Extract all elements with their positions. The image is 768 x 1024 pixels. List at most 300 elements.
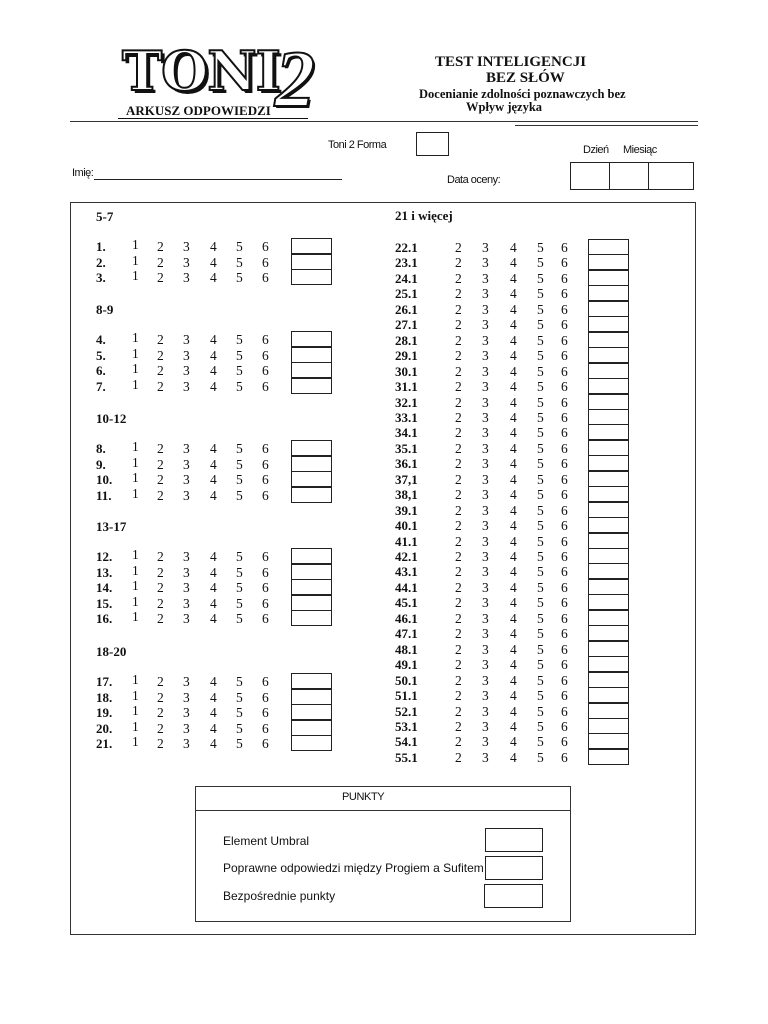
answer-option[interactable]: 2	[157, 332, 164, 347]
answer-option[interactable]: 3	[183, 363, 190, 378]
answer-option[interactable]: 2	[157, 487, 164, 503]
answer-option[interactable]: 2	[455, 688, 462, 704]
answer-option[interactable]: 3	[482, 348, 489, 364]
answer-box[interactable]	[291, 487, 332, 503]
answer-option[interactable]: 3	[482, 610, 489, 626]
answer-option[interactable]: 3	[482, 286, 489, 302]
answer-option[interactable]: 6	[561, 394, 568, 410]
answer-option[interactable]: 5	[236, 332, 243, 347]
answer-option[interactable]: 3	[183, 456, 190, 472]
answer-option[interactable]: 6	[561, 363, 568, 379]
answer-option[interactable]: 5	[537, 394, 544, 410]
answer-option[interactable]: 2	[157, 270, 164, 285]
answer-option[interactable]: 5	[236, 472, 243, 487]
answer-option[interactable]: 2	[157, 472, 164, 487]
answer-option[interactable]: 6	[262, 736, 269, 751]
answer-option[interactable]: 5	[537, 549, 544, 564]
answer-option[interactable]: 6	[561, 549, 568, 564]
answer-option[interactable]: 4	[210, 347, 217, 363]
answer-option[interactable]: 6	[262, 347, 269, 363]
answer-box[interactable]	[291, 269, 332, 285]
answer-option[interactable]: 3	[482, 734, 489, 750]
answer-option[interactable]: 4	[510, 688, 517, 704]
answer-option[interactable]: 6	[561, 286, 568, 302]
answer-option[interactable]: 6	[561, 456, 568, 472]
answer-option[interactable]: 6	[561, 610, 568, 626]
answer-option[interactable]: 2	[455, 718, 462, 734]
answer-option[interactable]: 6	[561, 718, 568, 734]
answer-option[interactable]: 1	[132, 578, 139, 593]
answer-box[interactable]	[291, 362, 332, 378]
answer-option[interactable]: 5	[537, 518, 544, 534]
answer-option[interactable]: 4	[210, 472, 217, 487]
answer-option[interactable]: 5	[537, 456, 544, 472]
answer-option[interactable]: 6	[561, 409, 568, 425]
answer-option[interactable]: 2	[455, 657, 462, 673]
answer-option[interactable]: 5	[537, 240, 544, 255]
answer-option[interactable]: 4	[210, 580, 217, 595]
answer-option[interactable]: 5	[537, 718, 544, 734]
answer-option[interactable]: 3	[183, 595, 190, 611]
answer-option[interactable]: 2	[455, 379, 462, 395]
answer-option[interactable]: 3	[183, 564, 190, 580]
answer-option[interactable]: 5	[537, 379, 544, 395]
answer-option[interactable]: 5	[236, 270, 243, 285]
answer-option[interactable]: 4	[510, 301, 517, 317]
answer-option[interactable]: 3	[482, 533, 489, 549]
answer-option[interactable]: 3	[183, 441, 190, 456]
answer-option[interactable]: 3	[482, 317, 489, 333]
answer-option[interactable]: 5	[537, 610, 544, 626]
answer-box[interactable]	[588, 486, 629, 502]
answer-option[interactable]: 3	[183, 347, 190, 363]
answer-option[interactable]: 4	[210, 564, 217, 580]
answer-option[interactable]: 3	[482, 579, 489, 595]
answer-option[interactable]: 3	[183, 332, 190, 347]
answer-option[interactable]: 3	[183, 736, 190, 751]
answer-option[interactable]: 6	[262, 332, 269, 347]
answer-option[interactable]: 1	[132, 330, 139, 345]
answer-option[interactable]: 2	[455, 332, 462, 348]
answer-option[interactable]: 6	[262, 674, 269, 689]
answer-option[interactable]: 5	[236, 549, 243, 564]
punkty-input-umbral[interactable]	[485, 828, 543, 852]
answer-option[interactable]: 2	[455, 348, 462, 364]
answer-option[interactable]: 6	[262, 580, 269, 595]
answer-option[interactable]: 6	[561, 595, 568, 611]
answer-option[interactable]: 4	[510, 440, 517, 456]
answer-box[interactable]	[291, 456, 332, 472]
answer-option[interactable]: 1	[132, 439, 139, 454]
answer-option[interactable]: 1	[132, 252, 139, 268]
answer-option[interactable]: 2	[455, 286, 462, 302]
answer-option[interactable]: 4	[210, 611, 217, 626]
answer-option[interactable]: 4	[210, 441, 217, 456]
answer-option[interactable]: 5	[537, 657, 544, 673]
answer-option[interactable]: 1	[132, 593, 139, 609]
answer-option[interactable]: 4	[210, 270, 217, 285]
answer-option[interactable]: 3	[183, 689, 190, 705]
answer-box[interactable]	[588, 502, 629, 518]
answer-option[interactable]: 6	[561, 749, 568, 765]
answer-option[interactable]: 3	[482, 626, 489, 642]
answer-box[interactable]	[588, 471, 629, 487]
answer-option[interactable]: 5	[236, 378, 243, 394]
answer-box[interactable]	[291, 579, 332, 595]
answer-box[interactable]	[291, 440, 332, 456]
answer-option[interactable]: 5	[236, 441, 243, 456]
answer-option[interactable]: 4	[210, 363, 217, 378]
answer-option[interactable]: 3	[183, 254, 190, 270]
answer-option[interactable]: 6	[561, 641, 568, 657]
answer-option[interactable]: 6	[262, 239, 269, 254]
answer-option[interactable]: 2	[157, 564, 164, 580]
answer-option[interactable]: 6	[262, 441, 269, 456]
answer-option[interactable]: 4	[510, 502, 517, 518]
answer-option[interactable]: 3	[482, 301, 489, 317]
answer-option[interactable]: 5	[537, 688, 544, 704]
answer-option[interactable]: 6	[262, 549, 269, 564]
answer-option[interactable]: 2	[157, 580, 164, 595]
answer-option[interactable]: 5	[537, 363, 544, 379]
answer-option[interactable]: 5	[236, 595, 243, 611]
answer-option[interactable]: 2	[455, 626, 462, 642]
answer-option[interactable]: 5	[537, 301, 544, 317]
answer-option[interactable]: 2	[455, 518, 462, 534]
answer-option[interactable]: 4	[510, 487, 517, 503]
answer-option[interactable]: 2	[157, 611, 164, 626]
answer-option[interactable]: 4	[510, 270, 517, 286]
answer-option[interactable]: 4	[510, 409, 517, 425]
answer-option[interactable]: 5	[537, 595, 544, 611]
answer-option[interactable]: 2	[455, 595, 462, 611]
answer-option[interactable]: 6	[262, 705, 269, 720]
answer-option[interactable]: 5	[236, 674, 243, 689]
answer-option[interactable]: 3	[183, 378, 190, 394]
answer-option[interactable]: 2	[157, 705, 164, 720]
answer-option[interactable]: 4	[210, 549, 217, 564]
answer-box[interactable]	[588, 332, 629, 348]
answer-option[interactable]: 2	[455, 440, 462, 456]
answer-option[interactable]: 3	[482, 471, 489, 487]
answer-option[interactable]: 4	[210, 595, 217, 611]
answer-option[interactable]: 6	[561, 255, 568, 271]
answer-option[interactable]: 3	[482, 240, 489, 255]
answer-option[interactable]: 6	[262, 472, 269, 487]
answer-option[interactable]: 2	[455, 703, 462, 719]
answer-option[interactable]: 1	[132, 703, 139, 718]
answer-option[interactable]: 5	[236, 347, 243, 363]
answer-option[interactable]: 6	[561, 657, 568, 673]
answer-option[interactable]: 4	[510, 363, 517, 379]
answer-option[interactable]: 1	[132, 345, 139, 361]
date-box-year[interactable]	[648, 162, 694, 190]
answer-option[interactable]: 5	[537, 332, 544, 348]
answer-option[interactable]: 2	[157, 441, 164, 456]
answer-option[interactable]: 6	[561, 734, 568, 750]
answer-box[interactable]	[588, 424, 629, 440]
answer-option[interactable]: 2	[455, 363, 462, 379]
answer-option[interactable]: 3	[482, 425, 489, 441]
answer-box[interactable]	[588, 625, 629, 641]
answer-box[interactable]	[588, 656, 629, 672]
answer-option[interactable]: 6	[262, 689, 269, 705]
answer-option[interactable]: 2	[455, 549, 462, 564]
answer-box[interactable]	[588, 455, 629, 471]
answer-option[interactable]: 3	[482, 564, 489, 580]
answer-option[interactable]: 1	[132, 361, 139, 376]
answer-box[interactable]	[588, 687, 629, 703]
answer-box[interactable]	[588, 579, 629, 595]
answer-option[interactable]: 4	[510, 595, 517, 611]
answer-option[interactable]: 6	[561, 564, 568, 580]
answer-box[interactable]	[291, 735, 332, 751]
answer-option[interactable]: 2	[157, 720, 164, 736]
answer-box[interactable]	[588, 641, 629, 657]
answer-box[interactable]	[588, 301, 629, 317]
answer-box[interactable]	[291, 254, 332, 270]
answer-box[interactable]	[588, 718, 629, 734]
answer-option[interactable]: 5	[537, 409, 544, 425]
answer-option[interactable]: 5	[537, 641, 544, 657]
answer-option[interactable]: 4	[510, 425, 517, 441]
answer-box[interactable]	[291, 331, 332, 347]
answer-option[interactable]: 5	[236, 564, 243, 580]
answer-option[interactable]: 4	[510, 255, 517, 271]
answer-option[interactable]: 5	[537, 749, 544, 765]
answer-option[interactable]: 5	[236, 487, 243, 503]
answer-option[interactable]: 4	[210, 378, 217, 394]
answer-option[interactable]: 2	[455, 749, 462, 765]
answer-option[interactable]: 6	[262, 378, 269, 394]
answer-option[interactable]: 3	[482, 657, 489, 673]
answer-option[interactable]: 4	[210, 239, 217, 254]
answer-option[interactable]: 2	[157, 549, 164, 564]
answer-option[interactable]: 6	[561, 487, 568, 503]
answer-option[interactable]: 2	[455, 641, 462, 657]
answer-option[interactable]: 5	[537, 564, 544, 580]
answer-box[interactable]	[291, 689, 332, 705]
answer-option[interactable]: 4	[210, 487, 217, 503]
answer-box[interactable]	[588, 563, 629, 579]
answer-option[interactable]: 6	[561, 317, 568, 333]
answer-option[interactable]: 4	[510, 718, 517, 734]
answer-option[interactable]: 4	[510, 332, 517, 348]
answer-option[interactable]: 5	[537, 317, 544, 333]
answer-option[interactable]: 5	[236, 689, 243, 705]
answer-option[interactable]: 5	[537, 626, 544, 642]
answer-box[interactable]	[588, 548, 629, 564]
answer-option[interactable]: 4	[510, 348, 517, 364]
answer-option[interactable]: 1	[132, 562, 139, 578]
answer-option[interactable]: 4	[510, 749, 517, 765]
answer-option[interactable]: 5	[236, 239, 243, 254]
answer-option[interactable]: 6	[262, 363, 269, 378]
answer-option[interactable]: 6	[561, 240, 568, 255]
answer-option[interactable]: 3	[183, 239, 190, 254]
answer-option[interactable]: 3	[183, 705, 190, 720]
answer-box[interactable]	[291, 471, 332, 487]
answer-box[interactable]	[588, 394, 629, 410]
answer-option[interactable]: 4	[510, 518, 517, 534]
answer-option[interactable]: 1	[132, 237, 139, 252]
answer-box[interactable]	[291, 548, 332, 564]
answer-option[interactable]: 5	[537, 286, 544, 302]
answer-option[interactable]: 4	[510, 579, 517, 595]
answer-option[interactable]: 6	[262, 456, 269, 472]
answer-option[interactable]: 3	[183, 270, 190, 285]
answer-box[interactable]	[588, 239, 629, 255]
answer-option[interactable]: 6	[561, 332, 568, 348]
answer-option[interactable]: 6	[262, 270, 269, 285]
answer-option[interactable]: 1	[132, 734, 139, 749]
answer-box[interactable]	[291, 610, 332, 626]
answer-option[interactable]: 6	[561, 703, 568, 719]
answer-option[interactable]: 2	[455, 255, 462, 271]
answer-option[interactable]: 3	[482, 549, 489, 564]
answer-option[interactable]: 1	[132, 687, 139, 703]
answer-option[interactable]: 5	[537, 703, 544, 719]
answer-option[interactable]: 5	[236, 456, 243, 472]
answer-box[interactable]	[291, 595, 332, 611]
answer-option[interactable]: 3	[482, 456, 489, 472]
answer-box[interactable]	[291, 347, 332, 363]
answer-option[interactable]: 6	[561, 688, 568, 704]
answer-option[interactable]: 6	[561, 502, 568, 518]
answer-option[interactable]: 6	[561, 348, 568, 364]
punkty-input-raw[interactable]	[484, 884, 543, 908]
answer-option[interactable]: 2	[455, 610, 462, 626]
forma-input-box[interactable]	[416, 132, 449, 156]
answer-box[interactable]	[588, 672, 629, 688]
answer-option[interactable]: 1	[132, 609, 139, 624]
answer-option[interactable]: 2	[455, 317, 462, 333]
answer-option[interactable]: 4	[210, 705, 217, 720]
answer-option[interactable]: 2	[455, 301, 462, 317]
answer-option[interactable]: 5	[537, 270, 544, 286]
answer-option[interactable]: 6	[561, 533, 568, 549]
answer-option[interactable]: 2	[157, 736, 164, 751]
answer-option[interactable]: 5	[537, 579, 544, 595]
answer-option[interactable]: 6	[561, 270, 568, 286]
answer-box[interactable]	[588, 440, 629, 456]
answer-option[interactable]: 4	[510, 286, 517, 302]
answer-option[interactable]: 5	[537, 348, 544, 364]
answer-box[interactable]	[588, 347, 629, 363]
imie-input-line[interactable]	[94, 179, 342, 180]
answer-option[interactable]: 3	[183, 611, 190, 626]
answer-option[interactable]: 2	[455, 409, 462, 425]
answer-option[interactable]: 4	[510, 641, 517, 657]
answer-option[interactable]: 5	[236, 705, 243, 720]
answer-option[interactable]: 5	[236, 611, 243, 626]
answer-option[interactable]: 5	[236, 720, 243, 736]
answer-option[interactable]: 1	[132, 485, 139, 501]
answer-option[interactable]: 2	[455, 394, 462, 410]
answer-option[interactable]: 6	[561, 379, 568, 395]
answer-option[interactable]: 4	[510, 626, 517, 642]
answer-option[interactable]: 5	[537, 255, 544, 271]
answer-option[interactable]: 4	[510, 317, 517, 333]
answer-option[interactable]: 3	[482, 641, 489, 657]
answer-option[interactable]: 6	[262, 487, 269, 503]
answer-option[interactable]: 6	[561, 672, 568, 688]
answer-option[interactable]: 4	[510, 533, 517, 549]
answer-option[interactable]: 4	[210, 674, 217, 689]
answer-box[interactable]	[588, 749, 629, 765]
answer-option[interactable]: 6	[561, 471, 568, 487]
answer-box[interactable]	[588, 733, 629, 749]
answer-box[interactable]	[588, 703, 629, 719]
answer-option[interactable]: 1	[132, 376, 139, 392]
answer-option[interactable]: 4	[210, 254, 217, 270]
answer-option[interactable]: 5	[236, 363, 243, 378]
answer-option[interactable]: 4	[510, 240, 517, 255]
answer-option[interactable]: 6	[561, 425, 568, 441]
answer-option[interactable]: 2	[455, 564, 462, 580]
answer-option[interactable]: 2	[455, 502, 462, 518]
answer-option[interactable]: 6	[561, 518, 568, 534]
answer-option[interactable]: 4	[210, 689, 217, 705]
answer-option[interactable]: 5	[537, 471, 544, 487]
answer-option[interactable]: 2	[455, 533, 462, 549]
answer-option[interactable]: 5	[537, 672, 544, 688]
date-box-day[interactable]	[570, 162, 610, 190]
answer-option[interactable]: 5	[537, 533, 544, 549]
answer-option[interactable]: 5	[236, 736, 243, 751]
answer-option[interactable]: 5	[537, 734, 544, 750]
answer-option[interactable]: 3	[183, 580, 190, 595]
answer-option[interactable]: 6	[262, 720, 269, 736]
answer-box[interactable]	[291, 704, 332, 720]
answer-box[interactable]	[291, 673, 332, 689]
answer-option[interactable]: 4	[210, 720, 217, 736]
answer-option[interactable]: 6	[561, 626, 568, 642]
answer-option[interactable]: 3	[482, 440, 489, 456]
answer-box[interactable]	[588, 363, 629, 379]
answer-box[interactable]	[588, 517, 629, 533]
answer-option[interactable]: 2	[455, 456, 462, 472]
answer-option[interactable]: 2	[455, 734, 462, 750]
answer-box[interactable]	[588, 409, 629, 425]
answer-option[interactable]: 3	[482, 703, 489, 719]
answer-option[interactable]: 3	[482, 688, 489, 704]
answer-option[interactable]: 2	[455, 672, 462, 688]
answer-option[interactable]: 3	[482, 332, 489, 348]
answer-option[interactable]: 5	[537, 425, 544, 441]
answer-option[interactable]: 1	[132, 718, 139, 734]
answer-option[interactable]: 3	[482, 363, 489, 379]
answer-option[interactable]: 1	[132, 547, 139, 562]
answer-option[interactable]: 6	[262, 254, 269, 270]
answer-box[interactable]	[291, 564, 332, 580]
answer-option[interactable]: 5	[537, 502, 544, 518]
answer-option[interactable]: 5	[537, 440, 544, 456]
answer-option[interactable]: 4	[510, 734, 517, 750]
answer-box[interactable]	[588, 316, 629, 332]
answer-option[interactable]: 4	[510, 379, 517, 395]
answer-option[interactable]: 4	[510, 672, 517, 688]
answer-box[interactable]	[588, 594, 629, 610]
answer-option[interactable]: 2	[455, 240, 462, 255]
answer-option[interactable]: 4	[210, 332, 217, 347]
answer-option[interactable]: 2	[157, 363, 164, 378]
answer-option[interactable]: 6	[262, 611, 269, 626]
answer-box[interactable]	[588, 610, 629, 626]
answer-option[interactable]: 3	[183, 549, 190, 564]
answer-box[interactable]	[291, 238, 332, 254]
answer-option[interactable]: 3	[482, 255, 489, 271]
